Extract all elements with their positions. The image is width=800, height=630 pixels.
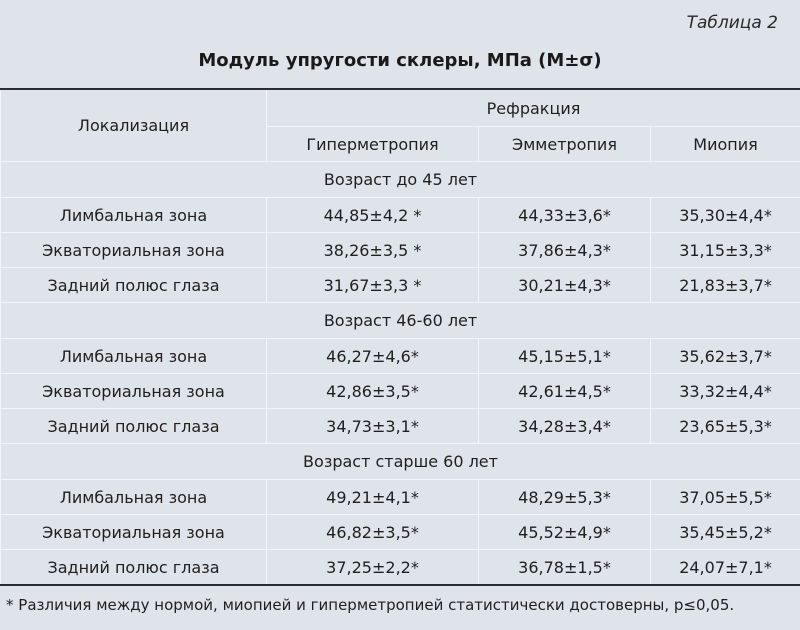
cell-myopia: 35,45±5,2* [651, 515, 800, 550]
header-refraction: Рефракция [267, 89, 800, 127]
cell-myopia: 35,62±3,7* [651, 339, 800, 374]
group-header-row [1, 444, 800, 480]
row-label: Экваториальная зона [1, 515, 267, 550]
group-title: Возраст старше 60 лет [1, 444, 800, 480]
cell-emmetropia: 42,61±4,5* [479, 374, 651, 409]
table-row [1, 515, 800, 550]
row-label: Лимбальная зона [1, 198, 267, 233]
table-row [1, 409, 800, 444]
table-row [1, 339, 800, 374]
cell-emmetropia: 30,21±4,3* [479, 268, 651, 303]
cell-hypermetropia: 44,85±4,2 * [267, 198, 479, 233]
cell-emmetropia: 37,86±4,3* [479, 233, 651, 268]
data-table [0, 88, 800, 586]
table-row [1, 480, 800, 515]
row-label: Задний полюс глаза [1, 550, 267, 586]
cell-hypermetropia: 49,21±4,1* [267, 480, 479, 515]
cell-myopia: 21,83±3,7* [651, 268, 800, 303]
footnote: * Различия между нормой, миопией и гиперметропией статистически достоверны, р≤0,05. [6, 596, 735, 614]
group-header-row [1, 303, 800, 339]
table-row [1, 198, 800, 233]
row-label: Задний полюс глаза [1, 409, 267, 444]
cell-hypermetropia: 34,73±3,1* [267, 409, 479, 444]
cell-myopia: 24,07±7,1* [651, 550, 800, 586]
cell-emmetropia: 45,15±5,1* [479, 339, 651, 374]
table-body [1, 89, 800, 585]
cell-emmetropia: 45,52±4,9* [479, 515, 651, 550]
row-label: Лимбальная зона [1, 480, 267, 515]
row-label: Экваториальная зона [1, 233, 267, 268]
cell-myopia: 35,30±4,4* [651, 198, 800, 233]
cell-emmetropia: 44,33±3,6* [479, 198, 651, 233]
table-row [1, 374, 800, 409]
group-title: Возраст 46-60 лет [1, 303, 800, 339]
cell-myopia: 37,05±5,5* [651, 480, 800, 515]
row-label: Задний полюс глаза [1, 268, 267, 303]
cell-hypermetropia: 38,26±3,5 * [267, 233, 479, 268]
table-title: Модуль упругости склеры, МПа (М±σ) [198, 50, 602, 71]
cell-emmetropia: 48,29±5,3* [479, 480, 651, 515]
cell-myopia: 33,32±4,4* [651, 374, 800, 409]
header-col-myopia: Миопия [651, 127, 800, 162]
cell-hypermetropia: 46,27±4,6* [267, 339, 479, 374]
cell-hypermetropia: 37,25±2,2* [267, 550, 479, 586]
header-col-emmetropia: Эмметропия [479, 127, 651, 162]
group-header-row [1, 162, 800, 198]
row-label: Лимбальная зона [1, 339, 267, 374]
table-row [1, 233, 800, 268]
cell-hypermetropia: 42,86±3,5* [267, 374, 479, 409]
cell-emmetropia: 36,78±1,5* [479, 550, 651, 586]
header-row-top [1, 89, 800, 127]
cell-hypermetropia: 46,82±3,5* [267, 515, 479, 550]
header-localization: Локализация [1, 89, 267, 162]
cell-myopia: 23,65±5,3* [651, 409, 800, 444]
cell-hypermetropia: 31,67±3,3 * [267, 268, 479, 303]
table-number-label: Таблица 2 [686, 13, 778, 33]
table-row [1, 550, 800, 586]
table-row [1, 268, 800, 303]
header-col-hypermetropia: Гиперметропия [267, 127, 479, 162]
row-label: Экваториальная зона [1, 374, 267, 409]
cell-emmetropia: 34,28±3,4* [479, 409, 651, 444]
cell-myopia: 31,15±3,3* [651, 233, 800, 268]
group-title: Возраст до 45 лет [1, 162, 800, 198]
